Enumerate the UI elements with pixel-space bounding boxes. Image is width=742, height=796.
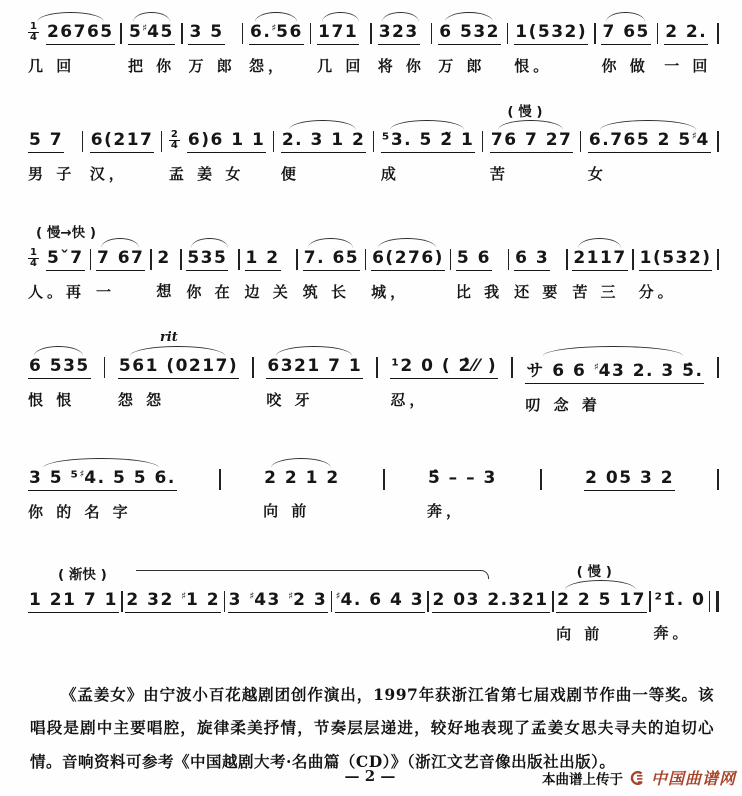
lyric: 筑 长 (302, 283, 350, 301)
lyric: 几 回 (317, 57, 365, 75)
notes-row (381, 130, 475, 153)
measure (432, 590, 550, 641)
measure (572, 248, 627, 302)
note-digits: 26765 (46, 22, 115, 45)
barline (594, 23, 596, 44)
staff-row (28, 104, 720, 184)
slur-arc (276, 346, 352, 356)
note-digits: 2 (157, 248, 171, 268)
note-digits: 3 ♯43 ♯2 3 (228, 590, 329, 613)
barline (566, 249, 568, 270)
lyric: 一 回 (664, 57, 712, 75)
slur-arc (382, 12, 419, 22)
lyric: 恨 恨 (28, 391, 76, 409)
note-digits: 76 7 27 (490, 130, 573, 153)
notes-row (514, 22, 588, 45)
slur-arc (543, 346, 683, 356)
measure (128, 22, 175, 76)
lyric: 还 要 (514, 283, 562, 301)
barline (180, 249, 182, 270)
page-number: — 2 — (344, 767, 396, 785)
barline (373, 131, 375, 152)
lyric: 向 前 (263, 502, 311, 520)
barline (219, 469, 221, 490)
measure (335, 590, 425, 641)
lyric: 苦 (489, 165, 509, 183)
note-digits: 6)6 1 1 (187, 130, 266, 153)
measure (639, 248, 713, 302)
lyric: 奔。 (653, 624, 692, 642)
notes-row (514, 248, 550, 271)
barline (365, 249, 367, 270)
system-2 (28, 104, 720, 184)
time-signature (28, 248, 39, 270)
barline (273, 131, 275, 152)
note-digits: 7 67 (96, 248, 145, 271)
measure (228, 590, 329, 641)
measure (188, 22, 235, 76)
slur-arc (34, 346, 83, 356)
slur-arc (578, 238, 621, 248)
watermark-prefix: 本曲谱上传于 (541, 771, 623, 788)
barline (252, 357, 254, 378)
measure (427, 468, 498, 521)
note-digits: 1(532) (514, 22, 588, 45)
notes-row (266, 356, 363, 379)
note-digits: 7. 65 (303, 248, 360, 271)
notes-row (28, 590, 119, 613)
notes-row (427, 468, 498, 490)
measure (438, 22, 501, 76)
lyric: 怨， (249, 57, 288, 75)
barline (511, 357, 513, 378)
barline (717, 131, 719, 152)
notes-row (432, 590, 550, 613)
measure (96, 248, 145, 302)
measure (556, 564, 647, 644)
note-digits: 3 5 (188, 22, 224, 45)
note-digits: 535 (186, 248, 228, 271)
measure (28, 22, 115, 76)
barline (649, 591, 651, 612)
notes-row (556, 590, 647, 613)
lyric: 边 关 (244, 283, 292, 301)
note-digits: 561 (0217) (118, 356, 239, 379)
notes-row (588, 130, 711, 153)
lyric: 城， (371, 283, 410, 301)
measure (653, 590, 706, 643)
note-digits: 6.765 2 5♯4 (588, 130, 711, 153)
note-digits: サ 6 6 ♯43 2. 3 5̂. (525, 356, 704, 384)
lyric: 一 (95, 283, 115, 301)
timesig-denominator: 4 (170, 140, 178, 151)
notes-row (245, 248, 281, 271)
barline (540, 469, 542, 490)
barline (296, 249, 298, 270)
barline (161, 131, 163, 152)
note-digits: ⁵3. 5 2̃ 1 (381, 130, 475, 153)
lyric: 孟 姜 女 (168, 165, 245, 183)
lyric: 便 (280, 165, 300, 183)
lyric: 想 (156, 282, 176, 300)
slur-arc (498, 120, 563, 130)
note-digits: 2. 3 1 2 (281, 130, 367, 153)
barline (717, 357, 719, 378)
lyric: 万 郎 (188, 57, 236, 75)
timesig-numerator: 1 (30, 20, 37, 32)
measure (90, 130, 155, 184)
lyric: 叨 念 着 (525, 396, 601, 414)
lyric: 比 我 (455, 283, 504, 301)
barline (310, 23, 312, 44)
staff-row (28, 22, 720, 76)
measure (584, 468, 675, 519)
barline (376, 357, 378, 378)
measure (601, 22, 650, 76)
measure-label: ( 慢 ) (576, 564, 612, 580)
lyric: 忍， (390, 391, 429, 409)
slur-arc (289, 120, 356, 130)
note-digits: 6 3 (514, 248, 550, 271)
barline (242, 23, 244, 44)
slur-arc (308, 238, 353, 248)
barline (552, 591, 554, 612)
note-digits: 6 535 (28, 356, 91, 379)
note-digits: 6(217 (90, 130, 155, 153)
barline (181, 23, 183, 44)
lyric: 汉， (89, 165, 128, 183)
lyric: 奔， (426, 502, 465, 520)
lyric: 向 前 (556, 625, 604, 643)
timesig-numerator: 1 (30, 246, 37, 258)
notes-row (125, 590, 221, 613)
barline (370, 23, 372, 44)
slur-arc (43, 458, 159, 468)
note-digits: 2 03 2.321 (432, 590, 550, 613)
measure (371, 248, 445, 302)
notes-row (303, 248, 360, 271)
notes-row (128, 22, 175, 45)
measure (117, 330, 239, 410)
notes-row (438, 22, 501, 45)
notes-row (228, 590, 329, 613)
barline (104, 357, 106, 378)
measure (28, 590, 119, 641)
note-digits: 2 32 ♯1 2 (125, 590, 221, 613)
barline (90, 249, 92, 270)
measure (169, 130, 266, 184)
lyric: 几 回 (28, 57, 76, 75)
note-digits: 171 (317, 22, 359, 45)
lyric: 把 你 (127, 57, 176, 75)
note-digits: 323 (378, 22, 420, 45)
notes-row (281, 130, 367, 153)
lyric: 你 在 (186, 283, 234, 301)
measure (249, 22, 304, 76)
note-digits: 5ˇ7 (46, 248, 85, 271)
lyric: 你 的 名 字 (28, 503, 132, 521)
measure (28, 468, 177, 522)
measure (28, 130, 75, 184)
system-1 (28, 22, 720, 76)
notes-row (28, 356, 91, 379)
measure (317, 22, 364, 76)
staff-row (28, 468, 720, 522)
note-digits: 5 7 (28, 130, 64, 153)
measure (245, 248, 292, 302)
notes-row (653, 590, 706, 612)
note-digits: ²1̂. 0 (654, 590, 706, 610)
notes-row (664, 22, 708, 45)
notes-row (263, 468, 341, 490)
measure (514, 22, 588, 76)
lyric: 你 做 (601, 57, 649, 75)
note-digits: 6.♯56 (249, 22, 304, 45)
lyric: 人。再 (28, 283, 86, 301)
system-3 (28, 225, 720, 302)
tempo-annotation: ( 慢→快 ) (36, 225, 97, 241)
notes-row (490, 130, 573, 153)
note-digits: 3 5 ⁵♯4. 5 5 6. (28, 468, 177, 491)
slur-arc (101, 238, 140, 248)
notes-row (317, 22, 359, 45)
slur-arc (37, 12, 105, 22)
notes-row (601, 22, 650, 45)
note-digits: 1 2 (245, 248, 281, 271)
slur-arc (606, 12, 645, 22)
note-digits: 2 2 1 2 (264, 468, 340, 488)
notes-row (96, 248, 145, 271)
notes-row (28, 248, 85, 271)
lyric: 恨。 (514, 57, 553, 75)
note-digits: 6(276) (371, 248, 445, 271)
slur-arc (255, 12, 298, 22)
measure (28, 356, 91, 410)
barline (482, 131, 484, 152)
notes-row (456, 248, 492, 271)
lyric: 万 郎 (438, 57, 486, 75)
barline (709, 591, 719, 612)
measure (489, 104, 573, 184)
notes-row (371, 248, 445, 271)
watermark (542, 766, 736, 789)
watermark-site-name: 中国曲谱网 (650, 769, 736, 788)
notes-row (28, 130, 64, 153)
score (28, 0, 720, 660)
notes-row (249, 22, 304, 45)
measure (156, 248, 175, 301)
slur-arc (191, 238, 228, 248)
lyric: 怨 怨 (117, 391, 166, 409)
slur-arc (322, 12, 359, 22)
notes-row (335, 590, 425, 613)
note-digits: 5♯45 (128, 22, 175, 45)
barline (717, 23, 719, 44)
notes-row (584, 468, 675, 491)
measure (28, 248, 85, 302)
notes-row (525, 356, 704, 384)
slur-arc (130, 346, 225, 356)
note-digits: 5 6 (456, 248, 492, 271)
timesig-denominator: 4 (30, 258, 37, 269)
measure (456, 248, 503, 302)
measure-label: ( 慢 ) (507, 104, 543, 120)
barline (120, 23, 122, 44)
site-logo-icon (628, 769, 646, 787)
note-digits: ♯4. 6 4 3 (335, 590, 425, 613)
measure (303, 248, 360, 302)
note-digits: 5̂ – – 3 (427, 468, 497, 488)
lyric: 咬 牙 (266, 391, 314, 409)
barline (427, 591, 429, 612)
lyric: 成 (380, 165, 400, 183)
note-digits: 1 21 7 1 (28, 590, 119, 613)
measure (525, 356, 704, 415)
note-digits: 6321 7 1 (266, 356, 363, 379)
measure (390, 356, 498, 410)
measure (514, 248, 561, 302)
barline (717, 249, 719, 270)
barline (121, 591, 123, 612)
staff-row (28, 248, 720, 302)
lyric: 苦 三 (572, 283, 620, 301)
slur-arc (271, 458, 332, 468)
measure (281, 130, 367, 184)
barline (150, 249, 152, 270)
notes-row (186, 248, 228, 271)
measure (664, 22, 711, 76)
system-4 (28, 330, 720, 415)
lyric: 女 (587, 165, 607, 183)
note-digits: 7 65 (601, 22, 650, 45)
accelerando-line (136, 570, 489, 579)
barline (450, 249, 452, 270)
slur-arc (600, 120, 696, 130)
measure (266, 356, 363, 410)
slur-arc (133, 12, 170, 22)
barline (238, 249, 240, 270)
barline (580, 131, 582, 152)
system-6 (28, 564, 720, 644)
slur-arc (390, 120, 464, 130)
measure-label: rit (159, 330, 178, 345)
lyric: 分。 (638, 283, 677, 301)
timesig-numerator: 2 (170, 128, 178, 140)
notes-row (28, 468, 177, 491)
measure (263, 468, 341, 521)
timesig-denominator: 4 (30, 32, 37, 43)
barline (507, 23, 509, 44)
slur-arc (565, 580, 636, 590)
notes-row (156, 248, 171, 270)
barline (383, 469, 385, 490)
notes-row (118, 356, 239, 379)
note-digits: 6 532 (438, 22, 501, 45)
measure (588, 130, 711, 184)
notes-row (572, 248, 627, 271)
notes-row (169, 130, 266, 153)
tempo-annotation: ( 渐快 ) (58, 567, 107, 583)
slur-arc (378, 238, 436, 248)
slur-arc (445, 12, 494, 22)
note-digits: 2 2 5 17 (556, 590, 647, 613)
notes-row (28, 22, 115, 45)
lyric: 男 子 (28, 165, 76, 183)
notes-row (90, 130, 155, 153)
barline (717, 469, 719, 490)
time-signature (169, 130, 180, 152)
measure (125, 590, 221, 641)
note-digits: ¹2 0 ( 2̂⁄⁄ ) (390, 356, 498, 379)
notes-row (639, 248, 713, 271)
notes-row (378, 22, 420, 45)
system-5 (28, 468, 720, 522)
note-digits: 1(532) (639, 248, 713, 271)
note-digits: 2 05 3 2 (584, 468, 675, 491)
notes-row (390, 356, 498, 379)
barline (657, 23, 659, 44)
barline (632, 249, 634, 270)
note-digits: 2 2. (664, 22, 708, 45)
measure (378, 22, 425, 76)
barline (431, 23, 433, 44)
lyric: 将 你 (377, 57, 425, 75)
barline (508, 249, 510, 270)
barline (224, 591, 226, 612)
barline (82, 131, 84, 152)
description-paragraph: 《孟姜女》由宁波小百花越剧团创作演出，1997年获浙江省第七届戏剧节作曲一等奖。该唱段是剧中主要唱腔，旋律柔美抒情，节奏层层递进，较好地表现了孟姜女思夫寻夫的迫切心情。音响资料可参考《中国越剧大考·名曲篇（CD）》（浙江文艺音像出版社出版）。 (30, 684, 714, 771)
notes-row (188, 22, 224, 45)
barline (331, 591, 333, 612)
staff-row (28, 330, 720, 415)
measure (381, 130, 475, 184)
measure (186, 248, 233, 302)
time-signature (28, 22, 39, 44)
note-digits: 2117 (572, 248, 627, 271)
